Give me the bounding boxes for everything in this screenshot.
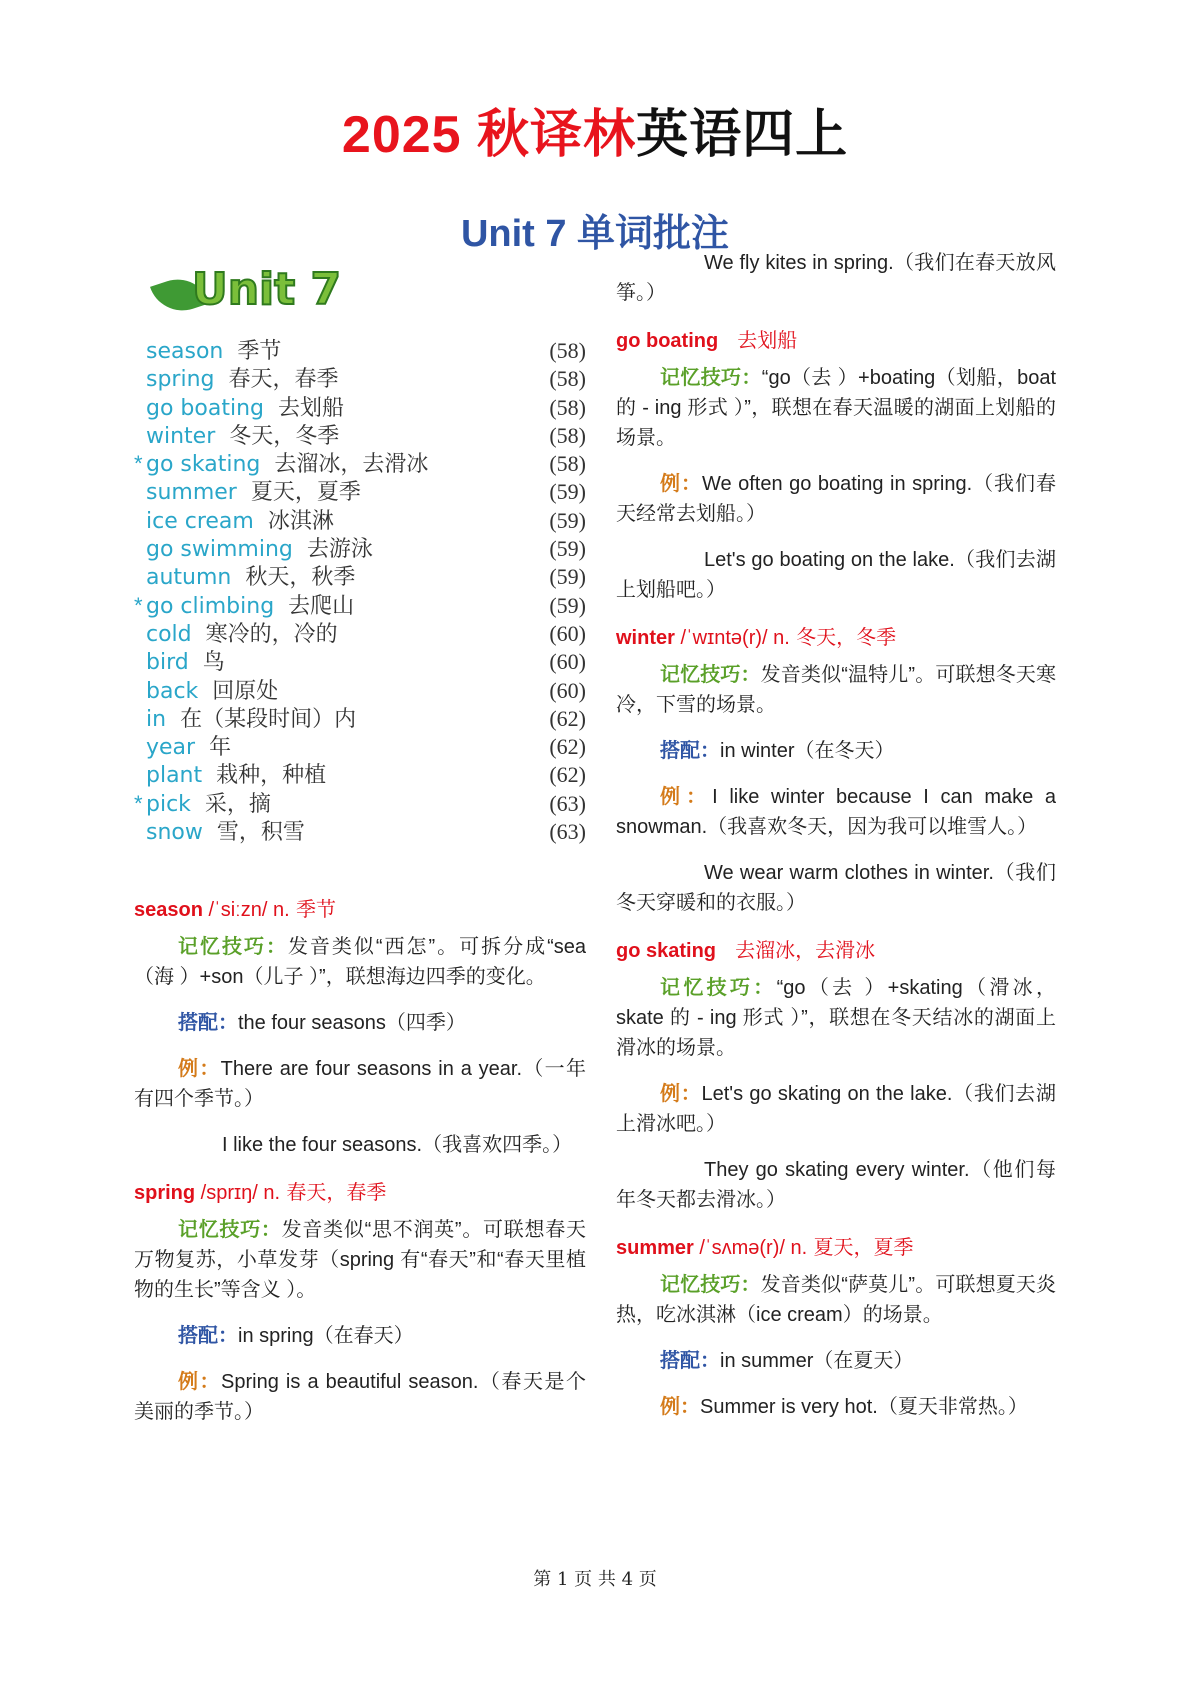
word-page: (62) bbox=[549, 734, 586, 760]
word-list-item bbox=[134, 617, 586, 645]
word-list-item bbox=[134, 560, 586, 591]
memory-label: 记忆技巧： bbox=[178, 936, 288, 959]
example-text: Summer is very hot.（夏天非常热。） bbox=[700, 1396, 1028, 1418]
title-red: 2025 秋译林 bbox=[341, 106, 637, 164]
example-label: 例： bbox=[660, 1083, 702, 1105]
entry-word: summer bbox=[616, 1237, 694, 1259]
entry-spring-head bbox=[134, 1176, 586, 1205]
entry-boating-head bbox=[616, 324, 1056, 353]
word-page: (59) bbox=[549, 479, 586, 505]
entry-skating-head bbox=[616, 934, 1056, 963]
unit-badge bbox=[154, 264, 586, 328]
collocation-text: in winter（在冬天） bbox=[720, 740, 895, 762]
word-list-item bbox=[134, 758, 586, 789]
boating-memory bbox=[616, 363, 1056, 453]
collocation-label: 搭配： bbox=[178, 1012, 238, 1035]
word-page: (59) bbox=[549, 536, 586, 562]
word-english: season bbox=[146, 339, 224, 364]
word-english: plant bbox=[146, 763, 203, 789]
summer-example-1 bbox=[616, 1392, 1056, 1422]
entry-meaning: 春天，春季 bbox=[280, 1180, 387, 1205]
example-text: We often go boating in spring.（我们春天经常去划船。） bbox=[616, 473, 1056, 525]
season-example-2: I like the four seasons.（我喜欢四季。） bbox=[222, 1134, 573, 1157]
entry-word: season bbox=[134, 899, 203, 922]
word-english: back bbox=[146, 678, 199, 704]
memory-label: 记忆技巧： bbox=[660, 367, 762, 389]
word-chinese: 去爬山 bbox=[288, 593, 355, 619]
word-english: ice cream bbox=[146, 508, 254, 534]
word-english: year bbox=[146, 735, 196, 761]
boating-example-2: Let's go boating on the lake.（我们去湖上划船吧。） bbox=[616, 549, 1056, 601]
unit-title: Unit 7 单词批注 bbox=[460, 213, 730, 255]
word-page: (58) bbox=[549, 394, 586, 420]
skating-example-1 bbox=[616, 1079, 1056, 1139]
memory-label: 记忆技巧： bbox=[660, 1274, 761, 1296]
example-text: I like winter because I can make a snowman.（我喜欢冬天，因为我可以堆雪人。） bbox=[616, 786, 1057, 838]
entry-phonetic: /sprɪŋ/ n. bbox=[195, 1182, 281, 1205]
word-english: go swimming bbox=[146, 537, 293, 563]
example-text: Spring is a beautiful season.（春天是个美丽的季节。） bbox=[134, 1371, 586, 1424]
word-chinese: 夏天，夏季 bbox=[250, 480, 361, 506]
entry-word: spring bbox=[134, 1182, 196, 1205]
spring-example-2: We fly kites in spring.（我们在春天放风筝。） bbox=[616, 252, 1056, 304]
entry-winter-head bbox=[616, 621, 1056, 650]
word-page: (62) bbox=[549, 762, 586, 788]
word-page: (58) bbox=[549, 338, 586, 363]
memory-text: 发音类似“温特儿”。可联想冬天寒冷，下雪的场景。 bbox=[616, 664, 1056, 716]
word-list-item bbox=[134, 589, 586, 617]
word-list-item bbox=[134, 391, 586, 419]
word-chinese: 冰淇淋 bbox=[267, 508, 334, 534]
spring-memory bbox=[134, 1215, 586, 1305]
entry-meaning: 去划船 bbox=[718, 328, 798, 352]
word-page: (63) bbox=[549, 819, 586, 845]
word-list-item bbox=[134, 674, 586, 702]
entry-meaning: 夏天，夏季 bbox=[807, 1235, 914, 1259]
word-list-item bbox=[134, 645, 586, 676]
word-page: (59) bbox=[549, 564, 586, 590]
memory-text: “go（去 ）+skating（滑冰，skate 的 - ing 形式 ）”，联想在冬天结冰的湖面上滑冰的场景。 bbox=[616, 977, 1057, 1059]
winter-collocation bbox=[616, 736, 1056, 766]
entry-phonetic: /ˈsiːzn/ n. bbox=[202, 899, 290, 922]
word-english: go skating bbox=[146, 452, 261, 478]
word-chinese: 寒冷的，冷的 bbox=[205, 621, 338, 647]
entry-word: go boating bbox=[616, 330, 719, 352]
unit-badge-text: Unit 7 bbox=[192, 264, 342, 315]
example-text: There are four seasons in a year.（一年有四个季节。） bbox=[134, 1058, 587, 1111]
word-english: go boating bbox=[146, 395, 264, 421]
word-english: go climbing bbox=[146, 593, 275, 619]
memory-label: 记忆技巧： bbox=[660, 664, 761, 686]
word-list-item bbox=[134, 419, 586, 447]
summer-memory bbox=[616, 1270, 1056, 1330]
word-english: cold bbox=[146, 621, 192, 647]
word-page: (58) bbox=[549, 451, 586, 477]
entry-meaning: 冬天，冬季 bbox=[789, 625, 897, 649]
word-page: (58) bbox=[549, 366, 586, 392]
page-footer: 第 1 页 共 4 页 bbox=[533, 1569, 657, 1590]
collocation-text: the four seasons（四季） bbox=[238, 1012, 466, 1035]
memory-text: 发音类似“西怎”。可拆分成“sea（海 ）+son（儿子 ）”，联想海边四季的变化。 bbox=[134, 936, 586, 989]
word-chinese: 去游泳 bbox=[306, 537, 373, 563]
word-english: in bbox=[146, 706, 167, 732]
word-chinese: 鸟 bbox=[202, 650, 225, 676]
example-label: 例： bbox=[660, 473, 702, 495]
collocation-text: in summer（在夏天） bbox=[720, 1350, 914, 1372]
word-list bbox=[134, 334, 586, 846]
memory-label: 记忆技巧： bbox=[660, 977, 777, 999]
example-text: Let's go skating on the lake.（我们去湖上滑冰吧。） bbox=[616, 1083, 1056, 1135]
example-label: 例： bbox=[178, 1058, 221, 1081]
season-collocation bbox=[134, 1008, 586, 1038]
collocation-label: 搭配： bbox=[178, 1325, 238, 1348]
word-chinese: 在（某段时间）内 bbox=[180, 706, 357, 732]
word-list-item bbox=[134, 362, 586, 393]
word-english: pick bbox=[146, 791, 191, 817]
word-chinese: 采，摘 bbox=[204, 791, 271, 817]
winter-example-2: We wear warm clothes in winter.（我们冬天穿暖和的衣服。） bbox=[616, 862, 1056, 914]
summer-collocation bbox=[616, 1346, 1056, 1376]
collocation-label: 搭配： bbox=[660, 1350, 720, 1372]
word-chinese: 秋天，秋季 bbox=[245, 565, 356, 591]
winter-memory bbox=[616, 660, 1056, 720]
entry-phonetic: /ˈwɪntə(r)/ n. bbox=[674, 627, 790, 649]
word-page: (60) bbox=[549, 677, 586, 703]
entry-summer-head bbox=[616, 1231, 1056, 1260]
word-chinese: 年 bbox=[209, 735, 232, 761]
page-title bbox=[0, 92, 1190, 167]
spring-collocation bbox=[134, 1321, 586, 1351]
word-english: winter bbox=[146, 423, 216, 449]
word-page: (62) bbox=[549, 705, 586, 731]
word-list-item bbox=[134, 532, 586, 563]
collocation-text: in spring（在春天） bbox=[238, 1325, 414, 1348]
word-english: spring bbox=[146, 367, 215, 393]
word-page: (58) bbox=[549, 422, 586, 448]
word-page: (63) bbox=[549, 790, 586, 816]
memory-text: 发音类似“萨莫儿”。可联想夏天炎热，吃冰淇淋（ice cream）的场景。 bbox=[616, 1274, 1056, 1326]
word-chinese: 去划船 bbox=[277, 395, 344, 421]
boating-example-1 bbox=[616, 469, 1056, 529]
winter-example-1 bbox=[616, 782, 1056, 842]
entry-meaning: 去溜冰，去滑冰 bbox=[716, 938, 876, 962]
word-page: (60) bbox=[549, 649, 586, 675]
season-example-1 bbox=[134, 1054, 586, 1114]
entry-meaning: 季节 bbox=[289, 897, 336, 922]
entry-season-head bbox=[134, 893, 586, 922]
example-label: 例： bbox=[660, 786, 713, 808]
word-chinese: 栽种，种植 bbox=[216, 763, 327, 789]
memory-text: “go（去 ）+boating（划船，boat 的 - ing 形式 ）”，联想在春天温暖的湖面上划船的场景。 bbox=[616, 367, 1057, 449]
word-page: (59) bbox=[549, 507, 586, 533]
season-memory bbox=[134, 932, 586, 992]
word-list-item bbox=[134, 730, 586, 761]
right-column bbox=[616, 248, 1056, 1438]
word-page: (60) bbox=[549, 620, 586, 646]
example-label: 例： bbox=[660, 1396, 700, 1418]
word-star: * bbox=[134, 790, 143, 816]
collocation-label: 搭配： bbox=[660, 740, 720, 762]
memory-text: 发音类似“思不润英”。可联想春天万物复苏，小草发芽（spring 有“春天”和“春天里植物的生长”等含义 ）。 bbox=[134, 1219, 586, 1302]
left-column bbox=[134, 264, 587, 1443]
spring-example-1 bbox=[134, 1367, 586, 1427]
word-list-item bbox=[134, 815, 586, 846]
skating-memory bbox=[616, 973, 1056, 1063]
word-chinese: 冬天，冬季 bbox=[229, 423, 340, 449]
word-list-item bbox=[134, 475, 586, 506]
word-chinese: 雪，积雪 bbox=[216, 820, 305, 846]
word-star: * bbox=[134, 592, 143, 618]
word-list-item bbox=[134, 447, 586, 478]
word-list-item bbox=[134, 787, 586, 815]
word-list-item bbox=[134, 504, 586, 532]
word-chinese: 春天，春季 bbox=[228, 367, 339, 393]
word-chinese: 去溜冰，去滑冰 bbox=[274, 452, 429, 478]
word-english: bird bbox=[146, 650, 189, 676]
word-english: autumn bbox=[146, 565, 232, 591]
word-list-item bbox=[134, 334, 586, 362]
entry-phonetic: /ˈsʌmə(r)/ n. bbox=[693, 1237, 808, 1259]
word-chinese: 季节 bbox=[237, 339, 282, 364]
entry-word: winter bbox=[616, 627, 675, 649]
skating-example-2: They go skating every winter.（他们每年冬天都去滑冰。） bbox=[616, 1159, 1056, 1211]
word-star: * bbox=[134, 451, 143, 477]
title-black: 英语四上 bbox=[636, 106, 849, 164]
word-list-item bbox=[134, 702, 586, 730]
entry-word: go skating bbox=[616, 940, 717, 962]
memory-label: 记忆技巧： bbox=[178, 1219, 282, 1242]
example-label: 例： bbox=[178, 1371, 222, 1394]
word-chinese: 回原处 bbox=[212, 678, 279, 704]
word-english: snow bbox=[146, 820, 203, 846]
word-english: summer bbox=[146, 480, 237, 506]
word-page: (59) bbox=[549, 592, 586, 618]
